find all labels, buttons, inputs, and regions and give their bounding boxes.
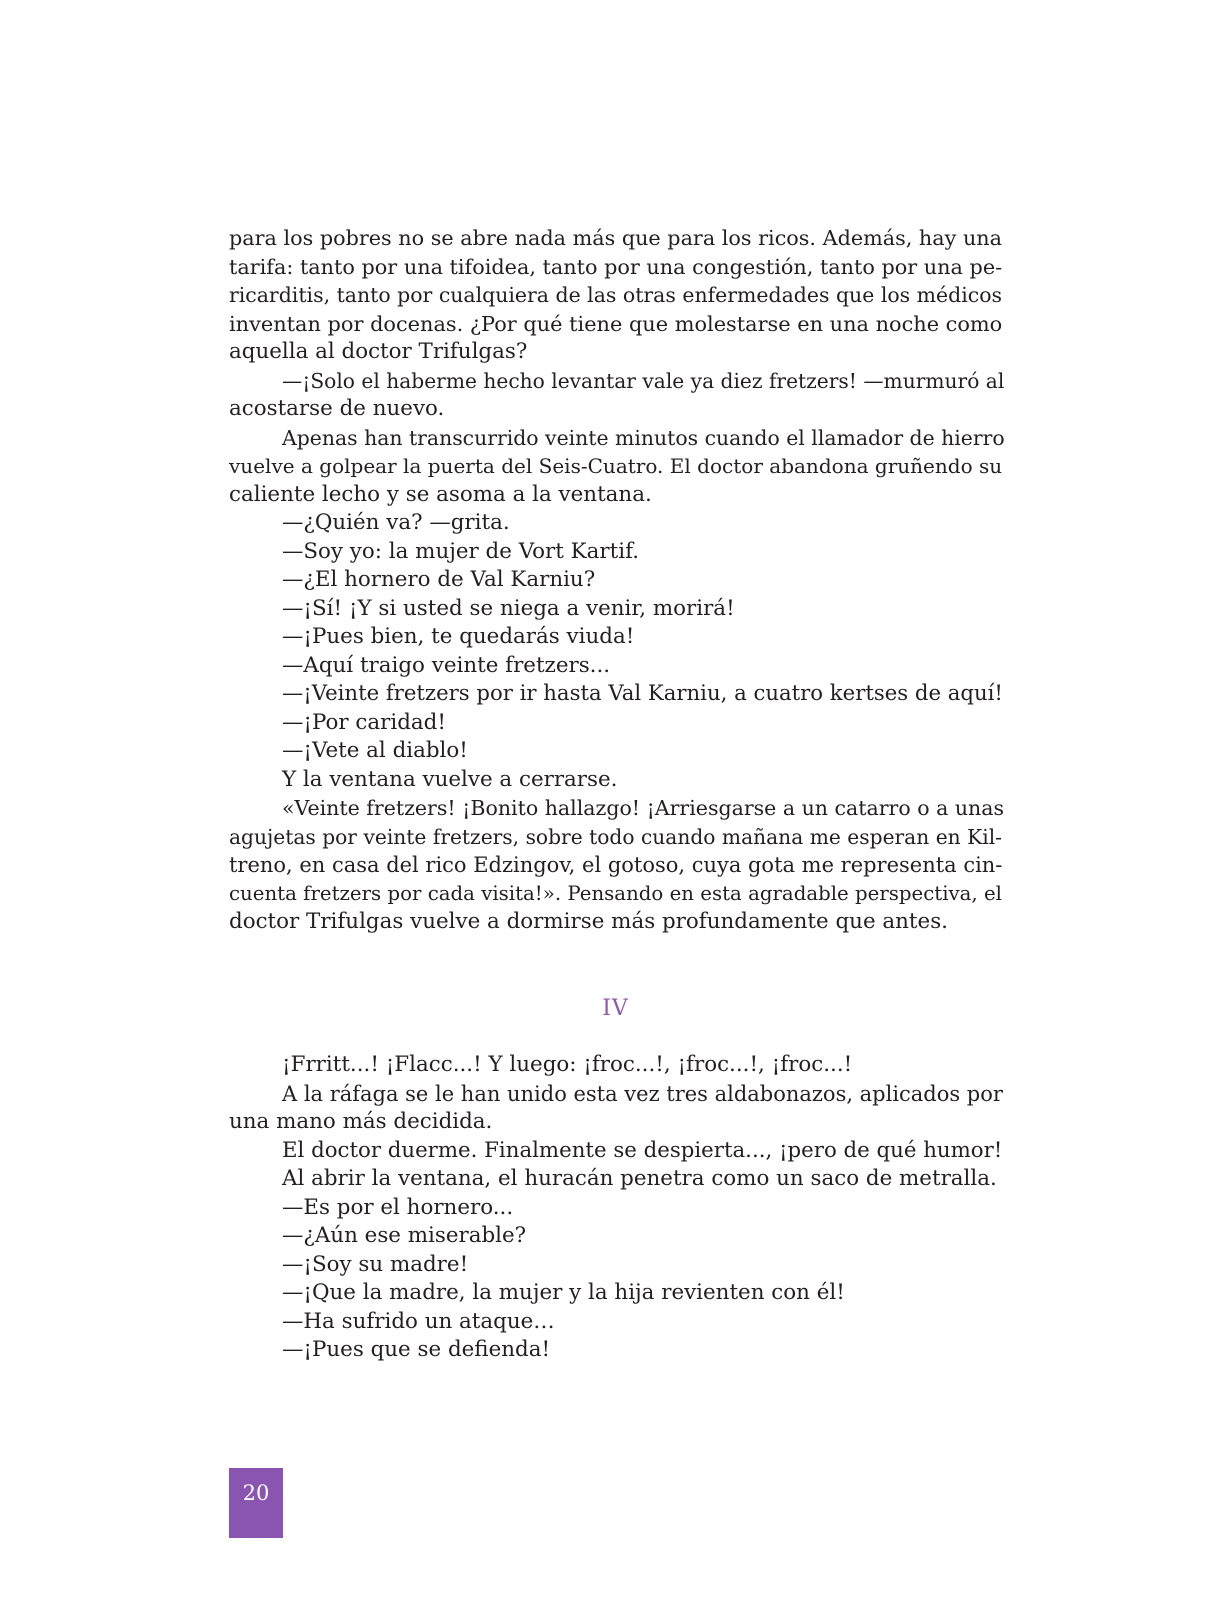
text-line: —¡Vete al diablo! <box>282 738 468 763</box>
text-line: ¡Frritt...! ¡Flacc...! Y luego: ¡froc...!, ¡froc...!, ¡froc...! <box>282 1052 853 1077</box>
text-line: —¡Solo el haberme hecho levantar vale ya diez fretzers! —murmuró al <box>282 368 1005 393</box>
text-line: —Soy yo: la mujer de Vort Kartif. <box>282 538 640 564</box>
text-line: —¡Sí! ¡Y si usted se niega a venir, morirá! <box>282 595 735 621</box>
text-line: inventan por docenas. ¿Por qué tiene que molestarse en una noche como <box>229 311 1003 336</box>
text-line: A la ráfaga se le han unido esta vez tres aldabonazos, aplicados por <box>282 1081 1003 1106</box>
text-line: acostarse de nuevo. <box>229 396 445 421</box>
text-line: una mano más decidida. <box>229 1109 493 1134</box>
text-line: —¡Veinte fretzers por ir hasta Val Karniu, a cuatro kertses de aquí! <box>282 681 1003 706</box>
text-line: caliente lecho y se asoma a la ventana. <box>229 481 652 507</box>
text-block-top <box>229 224 1005 937</box>
text-line: —Aquí traigo veinte fretzers... <box>282 652 611 678</box>
text-line: —¿Aún ese miserable? <box>282 1223 527 1248</box>
text-line: tarifa: tanto por una tifoidea, tanto por una congestión, tanto por una pe- <box>229 254 1003 279</box>
page-number-box <box>229 1468 283 1538</box>
text-line: Al abrir la ventana, el huracán penetra como un saco de metralla. <box>282 1166 997 1191</box>
text-line: doctor Trifulgas vuelve a dormirse más profundamente que antes. <box>229 909 948 934</box>
text-line: agujetas por veinte fretzers, sobre todo cuando mañana me esperan en Kil- <box>229 824 1002 849</box>
text-line: Apenas han transcurrido veinte minutos cuando el llamador de hierro <box>282 425 1005 450</box>
text-line: treno, en casa del rico Edzingov, el gotoso, cuya gota me representa cin- <box>229 853 1003 877</box>
text-block-bottom <box>229 1051 1002 1365</box>
text-line: vuelve a golpear la puerta del Seis-Cuatro. El doctor abandona gruñendo su <box>229 454 1003 478</box>
text-line: cuenta fretzers por cada visita!». Pensando en esta agradable perspectiva, el <box>229 881 1002 905</box>
text-line: —Es por el hornero... <box>282 1194 514 1220</box>
text-line: El doctor duerme. Finalmente se despierta..., ¡pero de qué humor! <box>282 1137 1003 1163</box>
text-line: —¡Pues que se defienda! <box>282 1337 551 1362</box>
text-line: —¡Pues bien, te quedarás viuda! <box>282 624 635 649</box>
text-line: para los pobres no se abre nada más que para los ricos. Además, hay una <box>229 226 1002 250</box>
text-line: —¡Que la madre, la mujer y la hija revienten con él! <box>282 1280 845 1305</box>
text-line: Y la ventana vuelve a cerrarse. <box>282 766 618 792</box>
chapter-heading: IV <box>602 996 629 1021</box>
text-line: —¿Quién va? —grita. <box>282 510 510 535</box>
text-line: —¿El hornero de Val Karniu? <box>282 567 596 592</box>
text-line: —¡Por caridad! <box>282 709 446 735</box>
text-line: ricarditis, tanto por cualquiera de las otras enfermedades que los médicos <box>229 283 1002 307</box>
text-line: —Ha sufrido un ataque… <box>282 1308 555 1334</box>
text-line: «Veinte fretzers! ¡Bonito hallazgo! ¡Arriesgarse a un catarro o a unas <box>282 796 1005 820</box>
text-line: —¡Soy su madre! <box>282 1251 469 1277</box>
text-line: aquella al doctor Trifulgas? <box>229 339 528 364</box>
page-number: 20 <box>242 1481 270 1505</box>
